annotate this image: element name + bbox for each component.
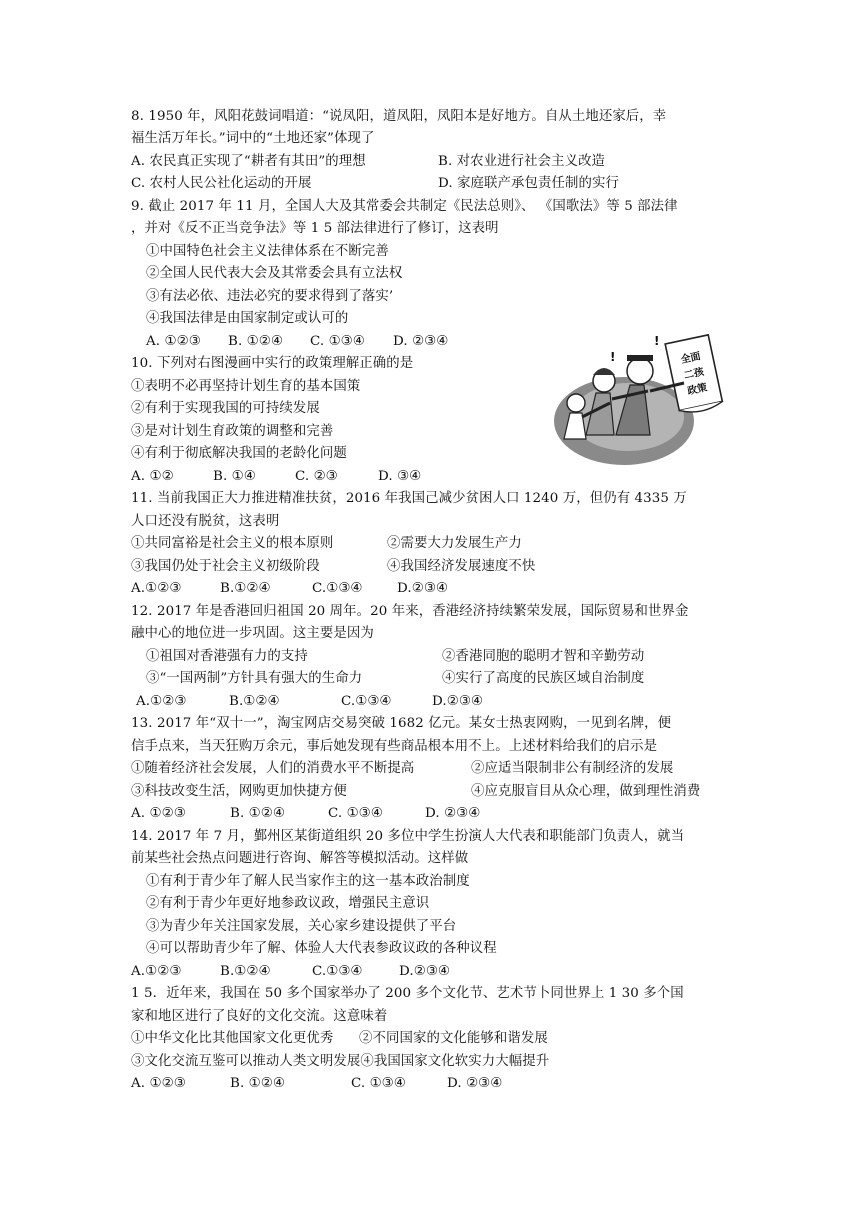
statement: ③文化交流互鉴可以推动人类文明发展④我国国家文化软实力大幅提升 [131,1054,550,1069]
question-stem-line: 福生活万年长。”词中的“土地还家”体现了 [131,131,375,146]
svg-text:二孩: 二孩 [683,366,705,382]
question-stem-line: ，并对《反不正当竞争法》等 1 5 部法律进行了修订，这表明 [131,221,499,236]
question-stem-line: 融中心的地位进一步巩固。这主要是因为 [131,626,374,641]
statement: ②全国人民代表大会及其常委会具有立法权 [146,266,403,281]
statement: ④可以帮助青少年了解、体验人大代表参政议政的各种议程 [146,941,497,956]
option-d: D. ②③④ [447,1076,503,1091]
statement: ②不同国家的文化能够和谐发展 [359,1031,548,1046]
statement: ④应克服盲目从众心理，做到理性消费 [471,784,701,799]
question-stem-line: 信手点来，当天狂购万余元，事后她发现有些商品根本用不上。上述材料给我们的启示是 [131,739,658,754]
option-d: D. 家庭联产承包责任制的实行 [438,176,619,191]
option-d: D. ②③④ [393,334,449,349]
question-stem-line: 家和地区进行了良好的文化交流。这意味着 [131,1009,388,1024]
question-stem-line: 1 5．近年来，我国在 50 多个国家举办了 200 多个文化节、艺术节卜同世界上 1 30 多个国 [131,986,684,1001]
option-b: B. 对农业进行社会主义改造 [438,154,606,169]
option-d: D.②③④ [432,694,484,709]
question-stem-line: 10. 下列对右图漫画中实行的政策理解正确的是 [131,356,414,371]
option-b: B. ①②④ [230,1076,285,1091]
option-a: A. 农民真正实现了“耕者有其田”的理想 [131,154,366,169]
question-stem-line: 8. 1950 年，风阳花鼓词唱道：“说凤阳，道凤阳，凤阳本是好地方。自从土地还家后，幸 [131,109,667,124]
statement: ④我国法律是由国家制定或认可的 [146,311,349,326]
statement: ②应适当限制非公有制经济的发展 [471,761,674,776]
option-c: C. ②③ [295,469,338,484]
statement: ①随着经济社会发展，人们的消费水平不断提高 [131,761,415,776]
statement: ①表明不必再坚持计划生育的基本国策 [131,379,361,394]
svg-text:!: ! [610,350,616,364]
statement: ②有利于实现我国的可持续发展 [131,401,320,416]
statement: ③科技改变生活，网购更加快捷方便 [131,784,347,799]
option-c: C. ①③④ [351,1076,406,1091]
option-a: A.①②③ [131,964,182,979]
statement: ②需要大力发展生产力 [387,536,522,551]
statement: ③为青少年关注国家发展，关心家乡建设提供了平台 [146,919,457,934]
option-b: B.①②④ [220,581,271,596]
option-d: D.②③④ [397,581,449,596]
question-stem-line: 14. 2017 年 7 月，鄞州区某街道组织 20 多位中学生扮演人大代表和职能部门负责人，就当 [131,829,685,844]
option-b: B. ①②④ [228,334,283,349]
option-b: B.①②④ [220,964,271,979]
svg-text:全面: 全面 [679,351,702,366]
question-stem-line: 11. 当前我国正大力推进精准扶贫，2016 年我国己减少贫困人口 1240 万，但仍有 4335 万 [131,491,687,506]
statement: ①中国特色社会主义法律体系在不断完善 [146,244,389,259]
option-b: B.①②④ [229,694,280,709]
option-b: B. ①②④ [230,806,285,821]
statement: ③是对计划生育政策的调整和完善 [131,424,334,439]
statement: ④我国经济发展速度不快 [387,559,536,574]
option-c: C. 农村人民公社化运动的开展 [131,176,312,191]
question-stem-line: 9. 截止 2017 年 11 月，全国人大及其常委会共制定《民法总则》、 《国歌法》等 5 部法律 [131,199,678,214]
option-a: A. ①②③ [131,806,186,821]
statement: ④实行了高度的民族区域自治制度 [442,671,645,686]
option-a: A. ①②③ [131,1076,186,1091]
svg-text:!: ! [654,334,660,348]
option-a: A.①②③ [131,581,182,596]
option-d: D. ③④ [378,469,422,484]
question-stem-line: 12. 2017 年是香港回归祖国 20 周年。20 年来，香港经济持续繁荣发展，国际贸易和世界金 [131,604,689,619]
two-child-policy-cartoon [552,333,732,465]
statement: ②有利于青少年更好地参政议政，增强民主意识 [146,896,430,911]
option-a: A.①②③ [136,694,187,709]
option-c: C.①③④ [341,694,392,709]
option-c: C.①③④ [312,964,363,979]
statement: ③有法必依、违法必究的要求得到了落实’ [146,289,394,304]
statement: ④有利于彻底解决我国的老龄化问题 [131,446,347,461]
option-a: A. ①② [131,469,174,484]
option-c: C. ①③④ [310,334,365,349]
option-c: C.①③④ [312,581,363,596]
statement: ③“一国两制”方针具有强大的生命力 [146,671,363,686]
svg-text:政策: 政策 [686,382,709,398]
statement: ①共同富裕是社会主义的根本原则 [131,536,334,551]
statement: ②香港同胞的聪明才智和辛勤劳动 [442,649,645,664]
option-c: C. ①③④ [328,806,383,821]
statement: ①祖国对香港强有力的支持 [146,649,308,664]
question-stem-line: 前某些社会热点问题进行咨询、解答等模拟活动。这样做 [131,851,469,866]
question-stem-line: 13. 2017 年“双十一”，淘宝网店交易突破 1682 亿元。某女士热衷网购，一见到名牌，便 [131,716,672,731]
option-d: D.②③④ [399,964,451,979]
option-d: D. ②③④ [425,806,481,821]
statement: ①有利于青少年了解人民当家作主的这一基本政治制度 [146,874,470,889]
option-b: B. ①④ [213,469,256,484]
statement: ①中华文化比其他国家文化更优秀 [131,1031,334,1046]
option-a: A. ①②③ [146,334,201,349]
question-stem-line: 人口还没有脱贫，这表明 [131,514,280,529]
statement: ③我国仍处于社会主义初级阶段 [131,559,320,574]
